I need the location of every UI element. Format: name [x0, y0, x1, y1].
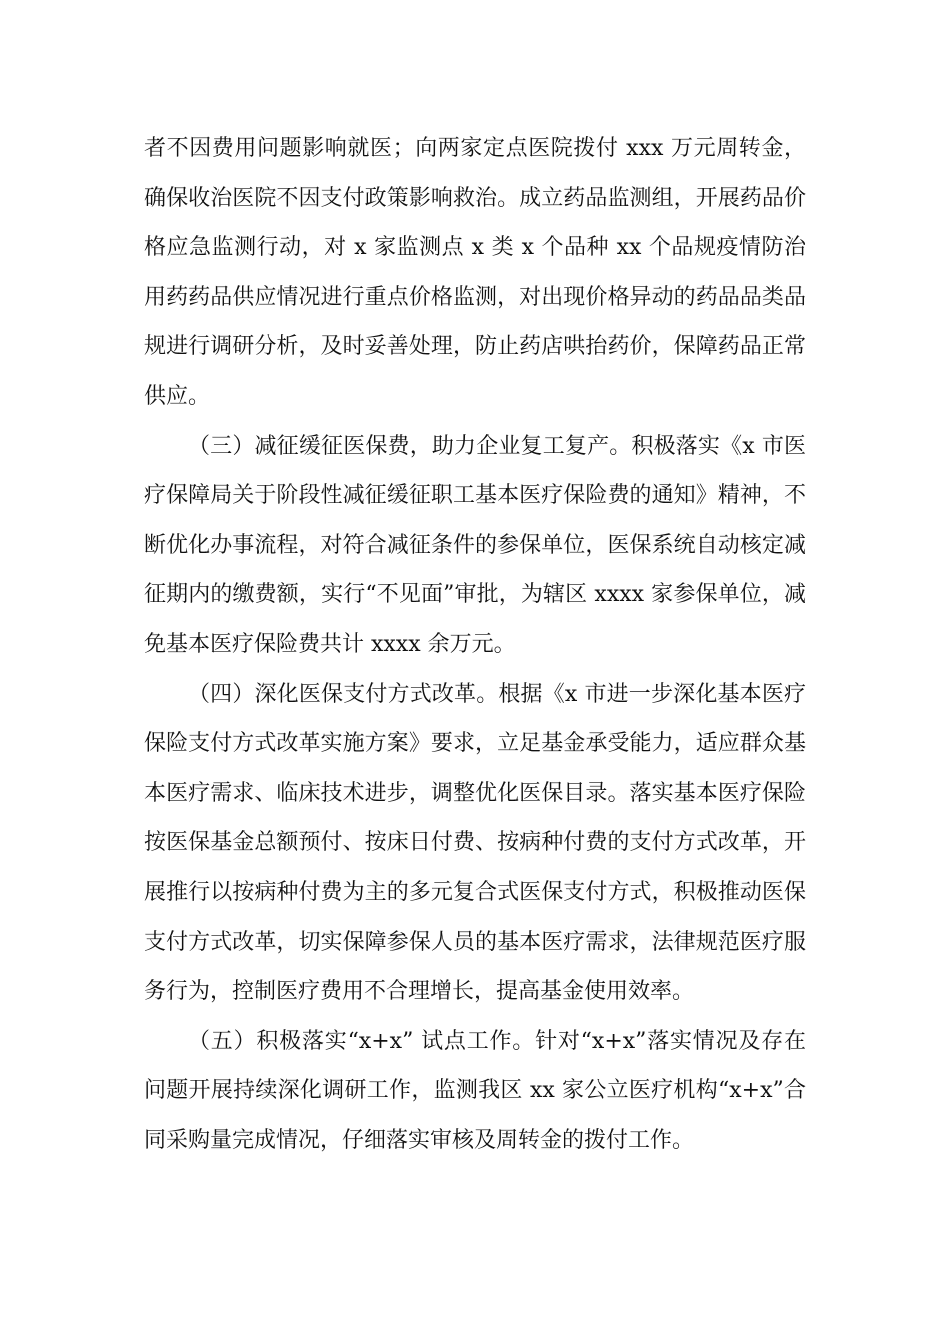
paragraph-section-3: （三）减征缓征医保费，助力企业复工复产。积极落实《x 市医疗保障局关于阶段性减征缓征职工基本医疗保险费的通知》精神，不断优化办事流程，对符合减征条件的参保单位，医保系统自动核定减征期内的缴费额，实行“不见面”审批，为辖区 xxxx 家参保单位，减免基本医疗保险费共计 xxxx 余万元。 — [144, 433, 806, 657]
document-body — [144, 124, 806, 1165]
paragraph-section-5: （五）积极落实“x+x” 试点工作。针对“x+x”落实情况及存在问题开展持续深化调研工作，监测我区 xx 家公立医疗机构“x+x”合同采购量完成情况，仔细落实审核及周转金的拨付工作。 — [144, 1028, 806, 1153]
paragraph-section-4: （四）深化医保支付方式改革。根据《x 市进一步深化基本医疗保险支付方式改革实施方案》要求，立足基金承受能力，适应群众基本医疗需求、临床技术进步，调整优化医保目录。落实基本医疗保险按医保基金总额预付、按床日付费、按病种付费的支付方式改革，开展推行以按病种付费为主的多元复合式医保支付方式，积极推动医保支付方式改革，切实保障参保人员的基本医疗需求，法律规范医疗服务行为，控制医疗费用不合理增长，提高基金使用效率。 — [144, 681, 806, 1005]
paragraph-continuation: 者不因费用问题影响就医；向两家定点医院拨付 xxx 万元周转金，确保收治医院不因支付政策影响救治。成立药品监测组，开展药品价格应急监测行动，对 x 家监测点 x 类 x 个品种 xx 个品规疫情防治用药药品供应情况进行重点价格监测，对出现价格异动的药品品类品规进行调研分析，及时妥善处理，防止药店哄抬药价，保障药品正常供应。 — [144, 136, 806, 409]
